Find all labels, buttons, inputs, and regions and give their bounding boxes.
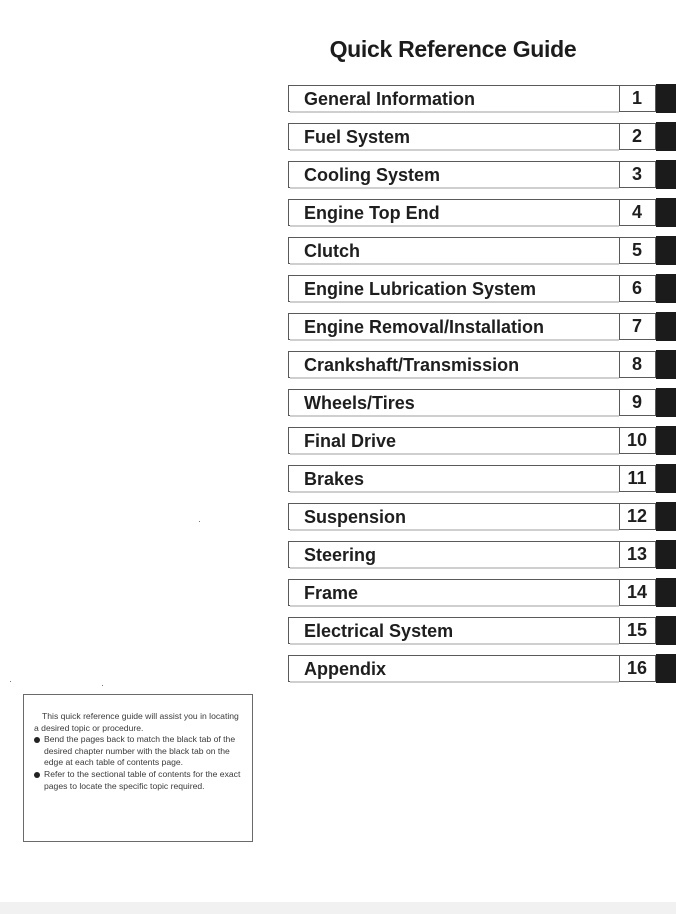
row-shadow bbox=[290, 529, 619, 531]
row-shadow bbox=[290, 339, 619, 341]
chapter-label: Engine Top End bbox=[304, 203, 440, 223]
chapter-label-cell bbox=[288, 389, 620, 416]
black-tab bbox=[656, 388, 676, 417]
row-shadow bbox=[290, 681, 619, 683]
row-shadow bbox=[290, 377, 619, 379]
page-title: Quick Reference Guide bbox=[329, 36, 577, 62]
chapter-label: Clutch bbox=[304, 241, 360, 261]
chapter-row[interactable] bbox=[288, 541, 676, 568]
chapter-label-cell bbox=[288, 503, 620, 530]
chapter-label: Wheels/Tires bbox=[304, 393, 415, 413]
instructions-bullet-text: Refer to the sectional table of contents for the exact pages to locate the specific topic required. bbox=[44, 768, 241, 791]
chapter-label-cell bbox=[288, 199, 620, 226]
chapter-row[interactable] bbox=[288, 351, 676, 378]
chapter-number: 16 bbox=[619, 655, 656, 682]
black-tab bbox=[656, 616, 676, 645]
chapter-number: 4 bbox=[619, 199, 656, 226]
black-tab bbox=[656, 502, 676, 531]
row-shadow bbox=[290, 567, 619, 569]
scan-speck bbox=[199, 521, 200, 522]
chapter-label: Cooling System bbox=[304, 165, 441, 185]
chapter-number: 10 bbox=[619, 427, 656, 454]
chapter-label: Steering bbox=[304, 545, 377, 565]
row-shadow bbox=[290, 225, 619, 227]
chapter-number: 2 bbox=[619, 123, 656, 150]
black-tab bbox=[656, 578, 676, 607]
row-shadow bbox=[290, 263, 619, 265]
chapter-label-cell bbox=[288, 465, 620, 492]
chapter-label: Electrical System bbox=[304, 621, 454, 641]
chapter-label: Fuel System bbox=[304, 127, 411, 147]
chapter-row[interactable] bbox=[288, 617, 676, 644]
chapter-label: Engine Removal/Installation bbox=[304, 317, 545, 337]
chapter-row[interactable] bbox=[288, 237, 676, 264]
chapter-number: 12 bbox=[619, 503, 656, 530]
row-shadow bbox=[290, 187, 619, 189]
chapter-row[interactable] bbox=[288, 123, 676, 150]
chapter-row[interactable] bbox=[288, 275, 676, 302]
black-tab bbox=[656, 274, 676, 303]
black-tab bbox=[656, 236, 676, 265]
black-tab bbox=[656, 84, 676, 113]
black-tab bbox=[656, 312, 676, 341]
chapter-label: Crankshaft/Transmission bbox=[304, 355, 520, 375]
black-tab bbox=[656, 464, 676, 493]
black-tab bbox=[656, 160, 676, 189]
chapter-number: 9 bbox=[619, 389, 656, 416]
instructions-bullet bbox=[34, 769, 242, 792]
chapter-number: 6 bbox=[619, 275, 656, 302]
black-tab bbox=[656, 654, 676, 683]
black-tab bbox=[656, 426, 676, 455]
black-tab bbox=[656, 198, 676, 227]
chapter-row[interactable] bbox=[288, 85, 676, 112]
chapter-number: 5 bbox=[619, 237, 656, 264]
chapter-row[interactable] bbox=[288, 161, 676, 188]
chapter-label-cell bbox=[288, 161, 620, 188]
chapter-number: 8 bbox=[619, 351, 656, 378]
bullet-dot-icon bbox=[34, 772, 40, 778]
chapter-number: 7 bbox=[619, 313, 656, 340]
row-shadow bbox=[290, 491, 619, 493]
black-tab bbox=[656, 540, 676, 569]
chapter-row[interactable] bbox=[288, 655, 676, 682]
bullet-dot-icon bbox=[34, 737, 40, 743]
chapter-number: 13 bbox=[619, 541, 656, 568]
chapter-label: Engine Lubrication System bbox=[304, 279, 537, 299]
chapter-label: Appendix bbox=[304, 659, 387, 679]
row-shadow bbox=[290, 301, 619, 303]
chapter-label-cell bbox=[288, 617, 620, 644]
chapter-label-cell bbox=[288, 427, 620, 454]
instructions-intro: This quick reference guide will assist you in locating a desired topic or procedure. bbox=[34, 711, 239, 733]
chapter-label-cell bbox=[288, 655, 620, 682]
chapter-label: Suspension bbox=[304, 507, 407, 527]
chapter-number: 15 bbox=[619, 617, 656, 644]
chapter-label: Final Drive bbox=[304, 431, 397, 451]
chapter-number: 11 bbox=[619, 465, 656, 492]
chapter-row[interactable] bbox=[288, 503, 676, 530]
chapter-row[interactable] bbox=[288, 313, 676, 340]
row-shadow bbox=[290, 149, 619, 151]
scan-speck bbox=[102, 685, 103, 686]
chapter-label-cell bbox=[288, 85, 620, 112]
row-shadow bbox=[290, 111, 619, 113]
page-footer-band bbox=[0, 902, 676, 914]
chapter-label-cell bbox=[288, 541, 620, 568]
chapter-number: 14 bbox=[619, 579, 656, 606]
chapter-label: Brakes bbox=[304, 469, 365, 489]
chapter-label-cell bbox=[288, 313, 620, 340]
instructions-box bbox=[23, 694, 253, 842]
chapter-label-cell bbox=[288, 579, 620, 606]
instructions-bullet-text: Bend the pages back to match the black tab of the desired chapter number with the black tab on the edge at each table of contents page. bbox=[44, 734, 236, 768]
black-tab bbox=[656, 122, 676, 151]
chapter-row[interactable] bbox=[288, 427, 676, 454]
chapter-row[interactable] bbox=[288, 199, 676, 226]
chapter-row[interactable] bbox=[288, 389, 676, 416]
row-shadow bbox=[290, 643, 619, 645]
chapter-number: 3 bbox=[619, 161, 656, 188]
chapter-label-cell bbox=[288, 351, 620, 378]
instructions-bullet bbox=[34, 734, 242, 769]
row-shadow bbox=[290, 453, 619, 455]
chapter-label: General Information bbox=[304, 89, 476, 109]
scan-speck bbox=[10, 681, 11, 682]
chapter-label-cell bbox=[288, 275, 620, 302]
chapter-number: 1 bbox=[619, 85, 656, 112]
row-shadow bbox=[290, 415, 619, 417]
chapter-row[interactable] bbox=[288, 579, 676, 606]
black-tab bbox=[656, 350, 676, 379]
chapter-label-cell bbox=[288, 237, 620, 264]
chapter-label-cell bbox=[288, 123, 620, 150]
chapter-row[interactable] bbox=[288, 465, 676, 492]
row-shadow bbox=[290, 605, 619, 607]
chapter-label: Frame bbox=[304, 583, 359, 603]
